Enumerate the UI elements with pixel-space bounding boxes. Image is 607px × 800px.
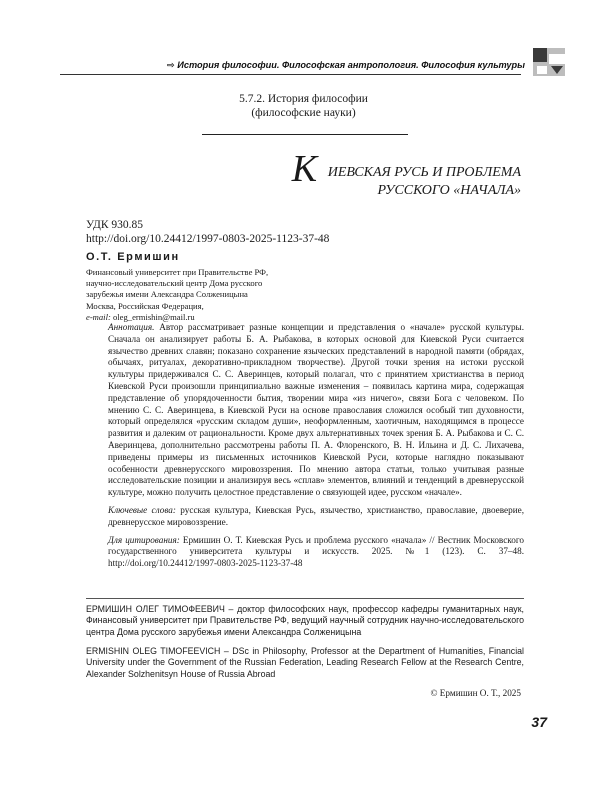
email-address[interactable]: oleg_ermishin@mail.ru [112,311,195,322]
title-initial: К [291,148,317,190]
abstract-paragraph [108,322,524,499]
udk-code: УДК 930.85 [86,219,143,231]
affiliation-line: зарубежья имени Александра Солженицына [86,289,248,300]
keywords-paragraph [108,505,524,529]
abstract-label: Аннотация. [108,322,155,332]
citation-label: Для цитирования: [108,534,180,545]
abstract-text: Автор рассматривает разные концепции и представления о «начале» русской культуры. Сначала он анализирует работы Б. А. Рыбакова, в которых основой для Киевской Руси считается язычество древних славян; показано сохранение языческих представлений в народной памяти (обрядах, обычаях, ритуалах, декоративно-прикладном творчестве). Другой точки зрения на истоки русской культуры придерживался С. С. Аверинцев, который полагал, что с принятием христианства в период Киевской Руси произошли принципиально важные изменения – появилась картина мира, содержащая представление об упорядоченности бытия, творении мира «из ничего», связи Бога с человеком. По мнению С. С. Аверинцева, в Киевской Руси на основе православия сложился особый тип духовности, который определялся «русским складом души», неоформленным, хаотичным, находящимся в процессе развития и далеким от рациональности. Кроме двух альтернативных точек зрения Б. А. Рыбакова и С. С. Аверинцева, дополнительно рассмотрены работы П. А. Флоренского, В. Н. Ильина и Д. С. Лихачева, приведены примеры из письменных источников Киевской Руси, которые наглядно показывают особенности древнерусского мировоззрения. По мнению автора статьи, только учитывая разные исследовательские позиции и анализируя весь «сплав» элементов, влияний и тенденций в древнерусской культуре, можно получить целостное представление о связующей идее, русском «начале». [108,322,525,498]
email-label: e-mail: [86,311,111,322]
affiliation-line: Москва, Российская Федерация, [86,300,204,311]
running-header [0,56,607,78]
keywords-text: русская культура, Киевская Русь, язычество, христианство, православие, двоеверие, древнерусское мировоззрение. [108,504,524,527]
affiliation-line: научно-исследовательский центр Дома русского [86,278,263,289]
abstract-block [108,322,524,570]
title-line-1: ИЕВСКАЯ РУСЬ И ПРОБЛЕМА [327,165,521,180]
keywords-label: Ключевые слова: [108,504,176,515]
section-separator [202,134,408,135]
affiliation-line: Финансовый университет при Правительстве РФ, [86,267,269,277]
section-field: (философские науки) [251,107,356,119]
bio-separator [86,598,524,599]
running-title: ⇨ История философии. Философская антропология. Философия культуры [167,60,525,70]
citation-text: Ермишин О. Т. Киевская Русь и проблема русского «начала» // Вестник Московского государственного университета культуры и искусств. 2025. №1 (123). С. 37–48. http://doi.org/10.24412/1997-0803-2025-1123-37-48 [108,534,524,569]
citation-paragraph [108,535,524,570]
udk-block [86,218,329,246]
title-line-2: РУССКОГО «НАЧАЛА» [377,183,521,198]
article-title [291,148,521,200]
author-bio-ru: ЕРМИШИН ОЛЕГ ТИМОФЕЕВИЧ – доктор философских наук, профессор кафедры гуманитарных наук, Финансовый университет при Правительстве РФ, ведущий научный сотрудник научно-исследовательского центра Дома русского зарубежья имени Александра Солженицына [86,604,524,637]
author-affiliation [86,267,346,323]
header-rule [60,74,521,75]
author-bio-en: ERMISHIN OLEG TIMOFEEVICH – DSc in Philosophy, Professor at the Department of Humanities, Financial University under the Government of the Russian Federation, Leading Research Fellow at the Research Centre, Alexander Solzhenitsyn House of Russia Abroad [86,646,524,679]
copyright: © Ермишин О. Т., 2025 [430,688,521,698]
author-name: О.Т. Ермишин [86,251,180,263]
journal-logo-icon [531,46,567,78]
page-number: 37 [531,714,547,730]
doi-link[interactable]: http://doi.org/10.24412/1997-0803-2025-1123-37-48 [86,233,330,245]
section-heading [0,92,607,120]
section-code: 5.7.2. История философии [239,93,368,105]
